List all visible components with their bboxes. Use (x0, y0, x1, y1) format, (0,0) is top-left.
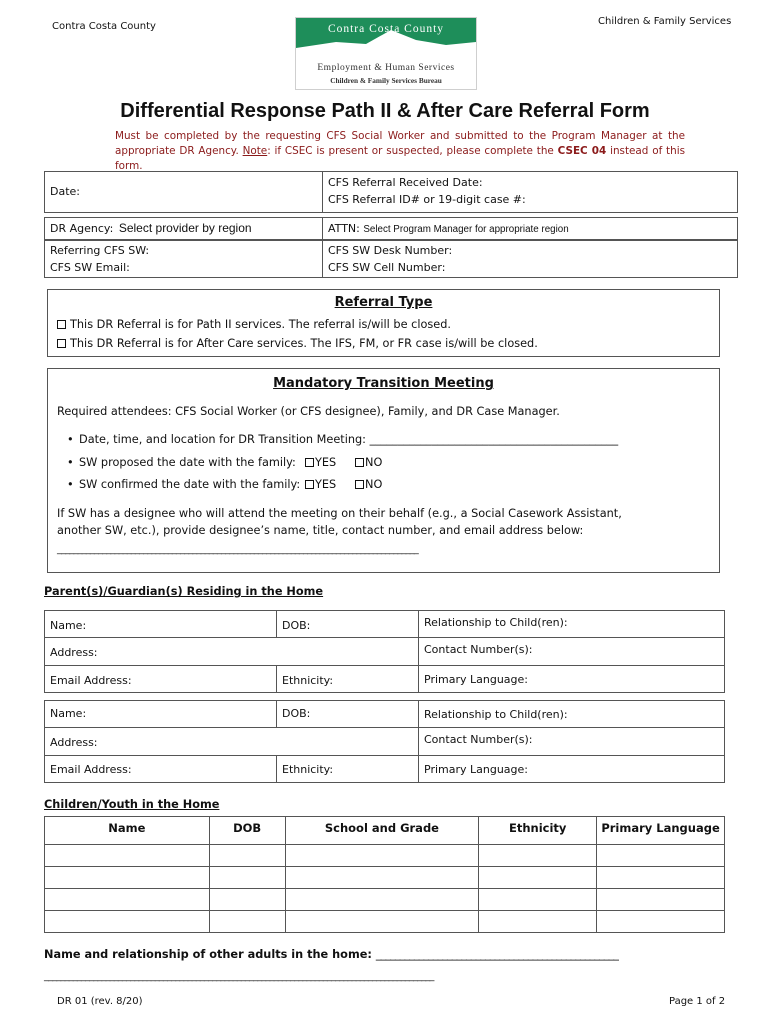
form-title: Differential Response Path II & After Care Referral Form (120, 100, 650, 122)
col-name-header: Name (45, 817, 210, 845)
county-logo (295, 17, 477, 90)
table-cell[interactable] (479, 911, 597, 933)
cell-number-label: CFS SW Cell Number: (328, 261, 446, 274)
parent1-address-field[interactable] (44, 637, 419, 666)
referral-id-label: CFS Referral ID# or 19-digit case #: (328, 193, 526, 206)
received-date-label: CFS Referral Received Date: (328, 176, 483, 189)
proposed-yes-label: YES (315, 456, 337, 469)
table-row (45, 911, 725, 933)
meeting-details-label: Date, time, and location for DR Transition Meeting: ____________________________________________ (79, 433, 619, 446)
aftercare-checkbox[interactable] (57, 339, 66, 348)
table-cell[interactable] (597, 889, 725, 911)
referral-type-heading: Referral Type (334, 295, 433, 310)
transition-heading: Mandatory Transition Meeting (273, 376, 494, 391)
instructions-part1: Must be completed by the requesting CFS Social Worker and submitted to the Program Manager at the appropriate DR Agency. (115, 130, 685, 157)
parents-heading: Parent(s)/Guardian(s) Residing in the Home (44, 585, 324, 598)
parent1-email-field[interactable] (44, 665, 277, 693)
col-ethnicity-header: Ethnicity (479, 817, 597, 845)
table-cell[interactable] (285, 911, 479, 933)
table-row (45, 867, 725, 889)
table-cell[interactable] (285, 867, 479, 889)
proposed-no-checkbox[interactable] (355, 458, 364, 467)
aftercare-option[interactable] (57, 337, 538, 350)
other-adults-line-2[interactable]: _______________________________________________________________________________________________ (44, 971, 434, 982)
instructions-part2: : if CSEC is present or suspected, please complete the (267, 145, 558, 157)
referral-info-field[interactable] (323, 171, 738, 213)
parent1-language-field[interactable] (419, 665, 725, 693)
division-header: Children & Family Services (598, 16, 732, 27)
path2-label: This DR Referral is for Path II services. The referral is/will be closed. (70, 318, 451, 331)
parent1-language-label: Primary Language: (424, 673, 528, 686)
table-cell[interactable] (285, 845, 479, 867)
confirmed-yes-label: YES (315, 478, 337, 491)
referring-sw-label: Referring CFS SW: (50, 244, 150, 257)
designee-text-2: another SW, etc.), provide designee’s name, title, contact number, and email address below: (57, 524, 584, 537)
parent2-ethnicity-label: Ethnicity: (282, 763, 334, 776)
parent1-address-label: Address: (50, 646, 98, 659)
sw-phone-field[interactable] (323, 240, 738, 278)
col-language-header: Primary Language (597, 817, 725, 845)
parent2-dob-field[interactable] (277, 700, 419, 728)
logo-name: Contra Costa County (327, 23, 445, 35)
parent2-dob-label: DOB: (282, 707, 311, 720)
parent1-contact-label: Contact Number(s): (424, 643, 533, 656)
parent2-email-field[interactable] (44, 755, 277, 783)
col-school-header: School and Grade (285, 817, 479, 845)
parent2-relationship-field[interactable] (419, 700, 725, 728)
table-cell[interactable] (209, 911, 285, 933)
table-cell[interactable] (209, 845, 285, 867)
other-adults-line[interactable] (44, 948, 618, 961)
children-header-row (45, 817, 725, 845)
table-cell[interactable] (45, 867, 210, 889)
page-number: Page 1 of 2 (669, 996, 726, 1007)
confirmed-no-checkbox[interactable] (355, 480, 364, 489)
referring-sw-field[interactable] (44, 240, 323, 278)
table-row (45, 845, 725, 867)
path2-checkbox[interactable] (57, 320, 66, 329)
dr-agency-select[interactable]: Select provider by region (118, 221, 252, 235)
parent2-contact-field[interactable] (419, 727, 725, 756)
sw-confirmed-label: SW confirmed the date with the family: (79, 478, 301, 491)
parent2-address-field[interactable] (44, 727, 419, 756)
parent1-name-field[interactable] (44, 610, 277, 638)
transition-box (47, 368, 720, 573)
table-cell[interactable] (209, 867, 285, 889)
children-heading: Children/Youth in the Home (44, 798, 220, 811)
parent1-relationship-field[interactable] (419, 610, 725, 638)
table-cell[interactable] (45, 911, 210, 933)
parent2-name-field[interactable] (44, 700, 277, 728)
confirmed-yes-option[interactable] (305, 478, 336, 491)
aftercare-label: This DR Referral is for After Care services. The IFS, FM, or FR case is/will be closed. (70, 337, 538, 350)
confirmed-no-label: NO (365, 478, 383, 491)
table-cell[interactable] (45, 845, 210, 867)
other-adults-label: Name and relationship of other adults in the home: (44, 948, 376, 961)
proposed-no-option[interactable] (355, 456, 382, 469)
table-cell[interactable] (209, 889, 285, 911)
designee-text-1: If SW has a designee who will attend the meeting on their behalf (e.g., a Social Casework Assistant, (57, 507, 622, 520)
sw-proposed-label: SW proposed the date with the family: (79, 456, 296, 469)
logo-line2: Children & Family Services Bureau (330, 76, 442, 85)
parent1-relationship-label: Relationship to Child(ren): (424, 616, 568, 629)
parent1-dob-field[interactable] (277, 610, 419, 638)
path2-option[interactable] (57, 318, 451, 331)
parent2-ethnicity-field[interactable] (277, 755, 419, 783)
confirmed-yes-checkbox[interactable] (305, 480, 314, 489)
sw-email-label: CFS SW Email: (50, 261, 130, 274)
sw-confirmed-line (79, 478, 300, 491)
parent1-email-label: Email Address: (50, 674, 132, 687)
table-cell[interactable] (597, 845, 725, 867)
logo-line1: Employment & Human Services (317, 63, 455, 73)
children-table (44, 816, 725, 933)
confirmed-no-option[interactable] (355, 478, 382, 491)
parent1-name-label: Name: (50, 619, 87, 632)
proposed-yes-checkbox[interactable] (305, 458, 314, 467)
parent2-name-label: Name: (50, 707, 87, 720)
table-cell[interactable] (479, 845, 597, 867)
form-id: DR 01 (rev. 8/20) (57, 996, 143, 1007)
logo-banner (296, 18, 476, 58)
county-header: Contra Costa County (52, 21, 156, 32)
desk-number-label: CFS SW Desk Number: (328, 244, 453, 257)
parent1-dob-label: DOB: (282, 619, 311, 632)
instructions-part3: instead of this form. (115, 145, 686, 172)
parent2-contact-label: Contact Number(s): (424, 733, 533, 746)
other-adults-blank[interactable]: ___________________________________________________ (375, 948, 618, 961)
parent2-email-label: Email Address: (50, 763, 132, 776)
parent2-language-field[interactable] (419, 755, 725, 783)
proposed-yes-option[interactable] (305, 456, 336, 469)
parent2-relationship-label: Relationship to Child(ren): (424, 708, 568, 721)
parent1-ethnicity-label: Ethnicity: (282, 674, 334, 687)
table-cell[interactable] (479, 889, 597, 911)
attendees-text: Required attendees: CFS Social Worker (or CFS designee), Family, and DR Case Manager. (57, 405, 560, 418)
col-dob-header: DOB (209, 817, 285, 845)
parent1-ethnicity-field[interactable] (277, 665, 419, 693)
date-label: Date: (50, 185, 80, 198)
sw-proposed-line (79, 456, 296, 469)
designee-line[interactable]: ________________________________________________________________________________________ (57, 544, 418, 555)
table-cell[interactable] (597, 911, 725, 933)
proposed-no-label: NO (365, 456, 383, 469)
parent1-contact-field[interactable] (419, 637, 725, 666)
parent2-language-label: Primary Language: (424, 763, 528, 776)
dr-agency-label: DR Agency: (50, 222, 114, 235)
attn-select[interactable]: Select Program Manager for appropriate region (363, 224, 569, 235)
date-field[interactable] (44, 171, 323, 213)
note-label: Note (242, 145, 268, 157)
meeting-details-line[interactable] (79, 433, 618, 446)
table-cell[interactable] (45, 889, 210, 911)
dr-agency-field[interactable] (44, 217, 323, 240)
table-row (45, 889, 725, 911)
attn-label: ATTN: (328, 222, 360, 235)
table-cell[interactable] (479, 867, 597, 889)
csec-form-ref: CSEC 04 (557, 145, 607, 157)
table-cell[interactable] (285, 889, 479, 911)
instructions (115, 129, 685, 174)
parent2-address-label: Address: (50, 736, 98, 749)
attn-field[interactable] (323, 217, 738, 240)
table-cell[interactable] (597, 867, 725, 889)
